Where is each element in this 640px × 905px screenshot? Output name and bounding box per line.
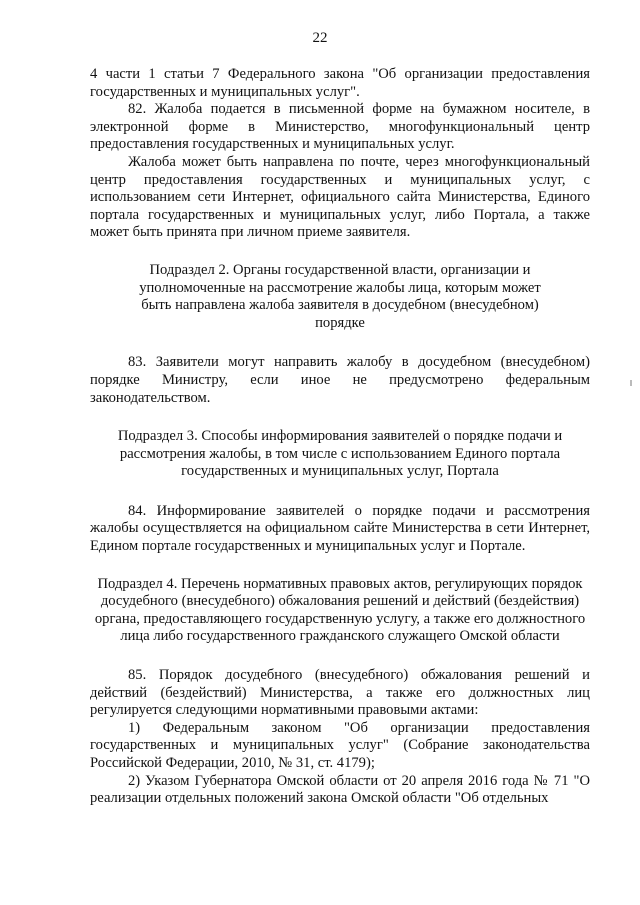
paragraph-85-item-2: 2) Указом Губернатора Омской области от 20 апреля 2016 года № 71 "О реализации отдельных положений закона Омской области "Об отдельных <box>90 772 590 807</box>
document-body <box>90 66 590 808</box>
scan-edge-mark <box>630 380 632 386</box>
paragraph-85: 85. Порядок досудебного (внесудебного) обжалования решений и действий (бездействий) Министерства, а также его должностных лиц регулируется следующими нормативными правовыми актами: <box>90 667 590 719</box>
paragraph-85-item-1: 1) Федеральным законом "Об организации предоставления государственных и муниципальных услуг" (Собрание законодательства Российской Федерации, 2010, № 31, ст. 4179); <box>90 719 590 771</box>
subsection-2-heading: Подраздел 2. Органы государственной власти, организации и уполномоченные на рассмотрение жалобы лица, которым может быть направлена жалоба заявителя в досудебном (внесудебном) порядке <box>139 261 541 331</box>
paragraph-continuation: 4 части 1 статьи 7 Федерального закона "Об организации предоставления государственных и муниципальных услуг". <box>90 66 590 100</box>
page-number: 22 <box>312 30 328 46</box>
subsection-4-heading: Подраздел 4. Перечень нормативных правовых актов, регулирующих порядок досудебного (внесудебного) обжалования решений и действий (бездействия) органа, предоставляющего государственную услугу, а также его должностного лица либо государственного гражданского служащего Омской области <box>94 575 586 645</box>
paragraph-83: 83. Заявители могут направить жалобу в досудебном (внесудебном) порядке Министру, если иное не предусмотрено федеральным законодательством. <box>90 354 590 406</box>
paragraph-82: 82. Жалоба подается в письменной форме на бумажном носителе, в электронной форме в Министерство, многофункциональный центр предоставления государственных и муниципальных услуг. <box>90 101 590 153</box>
paragraph-84: 84. Информирование заявителей о порядке подачи и рассмотрения жалобы осуществляется на официальном сайте Министерства в сети Интернет, Едином портале государственных и муниципальных услуг и Портале. <box>90 502 590 555</box>
subsection-3-heading: Подраздел 3. Способы информирования заявителей о порядке подачи и рассмотрения жалобы, в том числе с использованием Единого портала государственных и муниципальных услуг, Портала <box>117 428 563 480</box>
paragraph-82-mail: Жалоба может быть направлена по почте, через многофункциональный центр предоставления государственных и муниципальных услуг, с использованием сети Интернет, официального сайта Министерства, Единого портала государственных и муниципальных услуг, либо Портала, а также может быть принята при личном приеме заявителя. <box>90 153 590 241</box>
